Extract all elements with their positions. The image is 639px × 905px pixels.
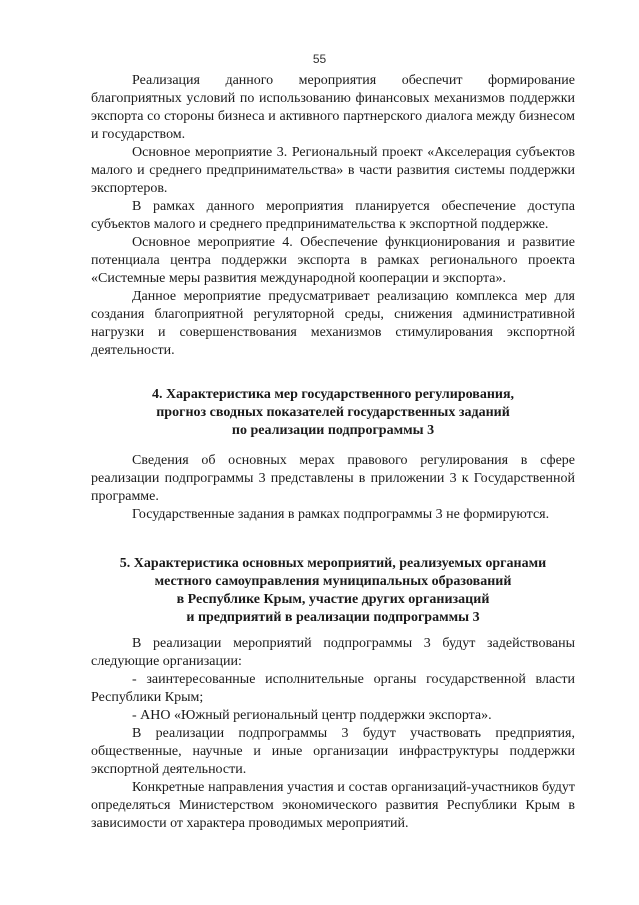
paragraph: В рамках данного мероприятия планируется обеспечение доступа субъектов малого и среднего предпринимательства к экспортной поддержке. xyxy=(91,199,575,232)
heading-line: в Республике Крым, участие других организаций xyxy=(176,592,490,607)
section-intro-text xyxy=(91,72,575,360)
heading-line: прогноз сводных показателей государственных заданий xyxy=(156,405,510,420)
heading-line: по реализации подпрограммы 3 xyxy=(231,423,435,438)
list-item: - АНО «Южный региональный центр поддержки экспорта». xyxy=(132,708,492,723)
paragraph: Реализация данного мероприятия обеспечит формирование благоприятных условий по использованию финансовых механизмов поддержки экспорта со стороны бизнеса и активного партнерского диалога между бизнесом и государством. xyxy=(91,73,575,142)
paragraph: В реализации мероприятий подпрограммы 3 будут задействованы следующие организации: xyxy=(91,636,575,669)
heading-line: 4. Характеристика мер государственного регулирования, xyxy=(151,387,515,402)
paragraph: В реализации подпрограммы 3 будут участвовать предприятия, общественные, научные и иные организации инфраструктуры поддержки экспортной деятельности. xyxy=(91,726,575,777)
section-5-heading xyxy=(91,555,575,627)
page-number: 55 xyxy=(312,52,327,66)
list-item: - заинтересованные исполнительные органы государственной власти Республики Крым; xyxy=(91,672,575,705)
paragraph: Основное мероприятие 4. Обеспечение функционирования и развитие потенциала центра поддержки экспорта в рамках регионального проекта «Системные меры развития международной кооперации и экспорта». xyxy=(91,235,575,286)
heading-line: и предприятий в реализации подпрограммы 3 xyxy=(186,610,480,625)
section-4-heading xyxy=(91,386,575,440)
section-5-text xyxy=(91,635,575,833)
paragraph: Государственные задания в рамках подпрограммы 3 не формируются. xyxy=(132,507,550,522)
heading-line: местного самоуправления муниципальных образований xyxy=(154,574,512,589)
paragraph: Основное мероприятие 3. Региональный проект «Акселерация субъектов малого и среднего предпринимательства» в части развития системы поддержки экспортеров. xyxy=(91,145,575,196)
paragraph: Данное мероприятие предусматривает реализацию комплекса мер для создания благоприятной регуляторной среды, снижения административной нагрузки и совершенствования механизмов стимулирования экспортной деятельности. xyxy=(91,289,575,358)
section-4-text xyxy=(91,452,575,524)
heading-line: 5. Характеристика основных мероприятий, реализуемых органами xyxy=(119,556,547,571)
paragraph: Конкретные направления участия и состав организаций-участников будут определяться Министерством экономического развития Республики Крым в зависимости от характера проводимых мероприятий. xyxy=(91,780,575,831)
paragraph: Сведения об основных мерах правового регулирования в сфере реализации подпрограммы 3 представлены в приложении 3 к Государственной программе. xyxy=(91,453,575,504)
